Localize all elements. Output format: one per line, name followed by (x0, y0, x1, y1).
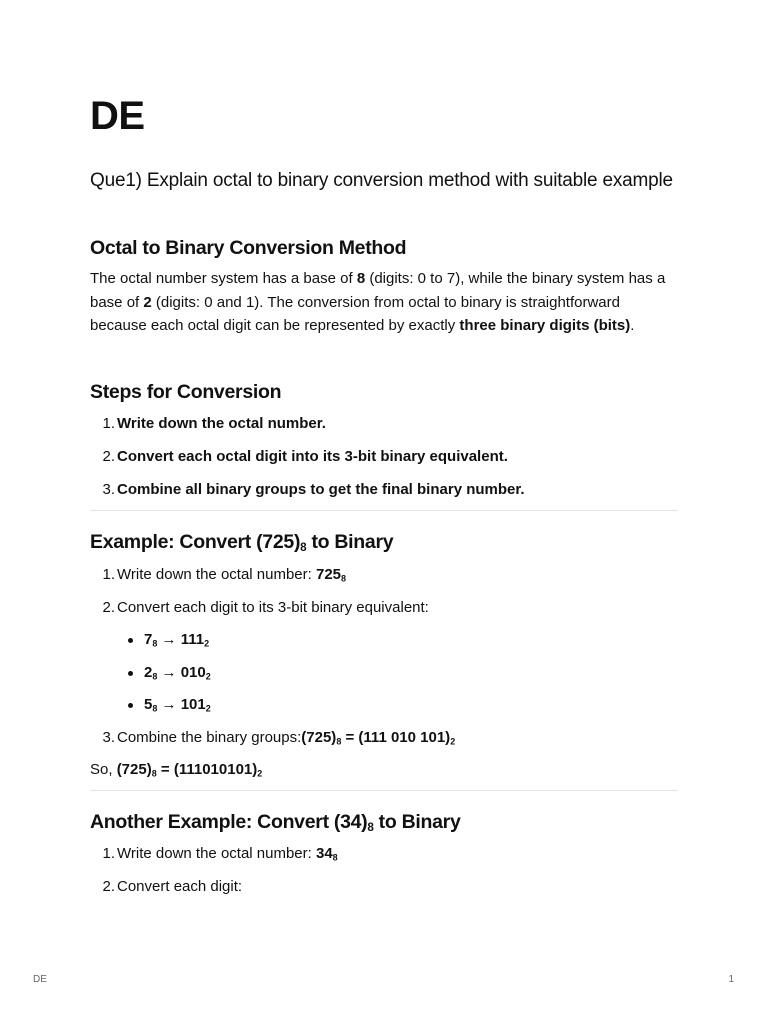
page-number: 1 (728, 974, 734, 985)
divider (90, 790, 678, 791)
footer-document-name: DE (33, 974, 47, 985)
list-number: 1. (102, 415, 115, 432)
list-item-text: Write down the octal number: $34_8$ (117, 845, 338, 863)
list-item-text: Write down the octal number: $725_8$ (117, 566, 347, 584)
list-item-text: Write down the octal number. (117, 415, 326, 432)
divider (90, 510, 678, 511)
conversion-text: $7_8 \to 111_2$ (144, 631, 210, 649)
intro-paragraph: The octal number system has a base of 8 (digits: 0 to 7), while the binary system has a base of 2 (digits: 0 and 1). The conversion from octal to binary is straightforward because each octal digit can be represented by exactly three binary digits (bits). (90, 270, 666, 334)
list-item-text: Convert each digit to its 3-bit binary equivalent: (117, 599, 429, 616)
section-heading-example-34: Another Example: Convert $(34)_8$ to Binary (90, 811, 461, 834)
bullet-icon (128, 638, 133, 643)
list-number: 2. (102, 878, 115, 895)
list-item-text: Convert each digit: (117, 878, 243, 895)
conversion-text: $5_8 \to 101_2$ (144, 696, 211, 714)
list-number: 1. (102, 566, 115, 583)
section-heading-conversion-method: Octal to Binary Conversion Method (90, 237, 407, 259)
question-heading: Que1) Explain octal to binary conversion method with suitable example (90, 170, 673, 191)
bullet-icon (128, 703, 133, 708)
list-item-text: Combine the binary $groups:(725)_8 = (111$ 010 $101)_2$ (117, 729, 456, 747)
list-number: 3. (102, 729, 115, 746)
result-line: So, $(725)_8 = (111010101)_2$ (90, 761, 263, 779)
document-title: DE (90, 94, 145, 138)
list-number: 3. (102, 481, 115, 498)
conversion-text: $2_8 \to 010_2$ (144, 664, 211, 682)
list-item-text: Convert each octal digit into its 3-bit binary equivalent. (117, 448, 508, 465)
list-number: 1. (102, 845, 115, 862)
list-number: 2. (102, 448, 115, 465)
list-item-text: Combine all binary groups to get the final binary number. (117, 481, 525, 498)
section-heading-steps: Steps for Conversion (90, 381, 282, 403)
section-heading-example-725: Example: Convert $(725)_8$ to Binary (90, 531, 394, 554)
bullet-icon (128, 671, 133, 676)
list-number: 2. (102, 599, 115, 616)
